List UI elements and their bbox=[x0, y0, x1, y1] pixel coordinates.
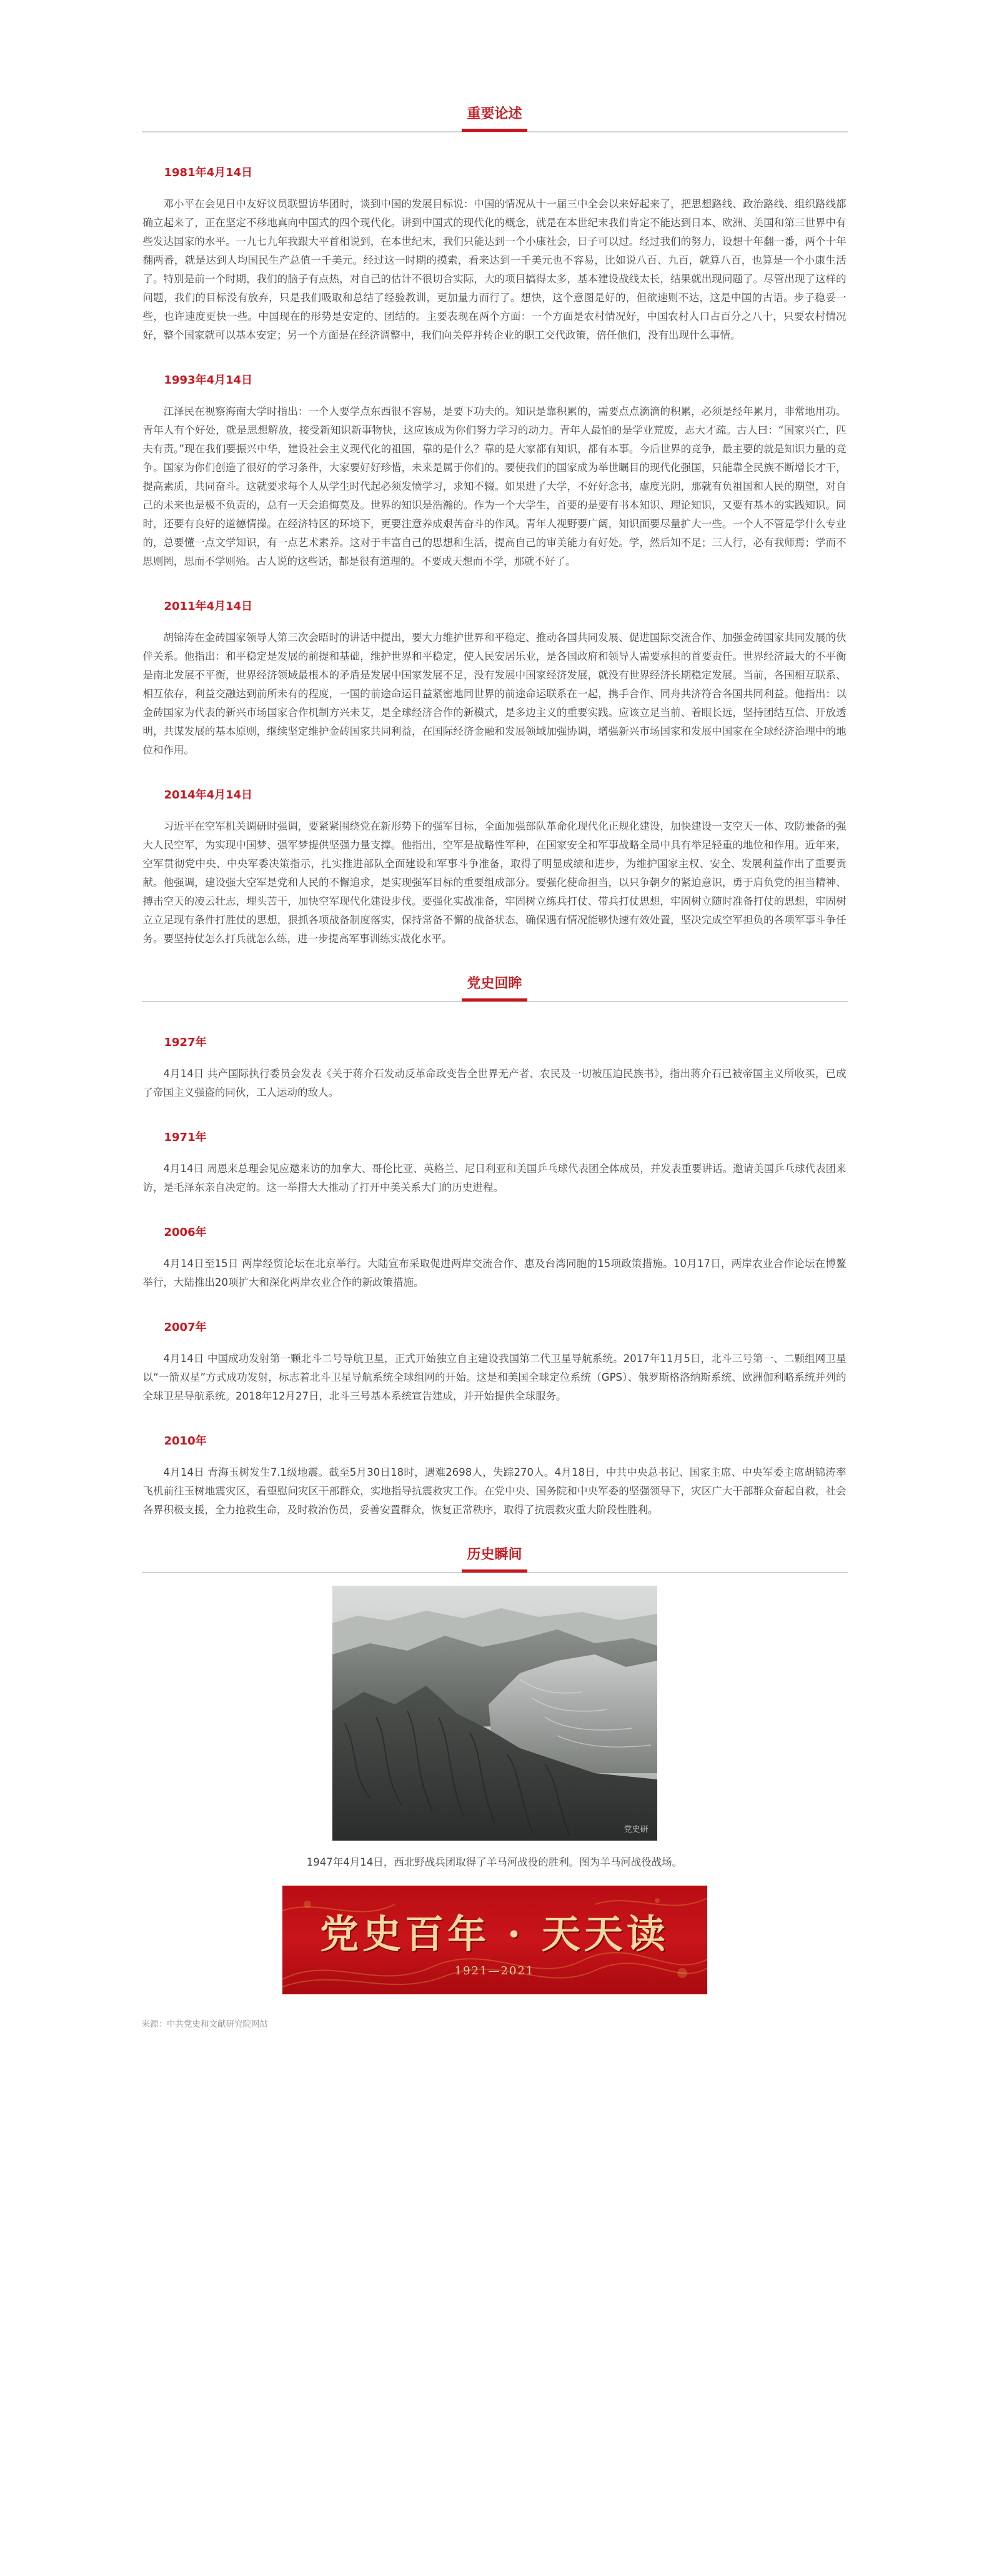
section-header-history bbox=[142, 975, 848, 1002]
entry bbox=[142, 164, 848, 345]
banner-title: 党史百年 · 天天读 bbox=[320, 1911, 669, 1957]
entry bbox=[142, 371, 848, 571]
entry-date: 2006年 bbox=[164, 1226, 207, 1239]
entry bbox=[142, 786, 848, 948]
banner-years: 1921—2021 bbox=[454, 1964, 535, 1977]
entry-date: 2010年 bbox=[164, 1435, 207, 1448]
entry bbox=[142, 1128, 848, 1197]
source-note: 来源：中共党史和文献研究院网站 bbox=[141, 2019, 268, 2029]
entry-date: 1927年 bbox=[164, 1036, 207, 1049]
photo-caption: 1947年4月14日，西北野战兵团取得了羊马河战役的胜利。图为羊马河战役战场。 bbox=[306, 1856, 683, 1868]
section-title: 重要论述 bbox=[462, 105, 527, 132]
entry-date: 1993年4月14日 bbox=[164, 374, 253, 387]
entry bbox=[142, 597, 848, 760]
entry-text: 4月14日至15日 两岸经贸论坛在北京举行。大陆宣布采取促进两岸交流合作、惠及台湾同胞的15项政策措施。10月17日，两岸农业合作论坛在博鳌举行，大陆推出20项扩大和深化两岸农业合作的新政策措施。 bbox=[142, 1258, 847, 1288]
entry-date: 2007年 bbox=[164, 1321, 207, 1334]
entry-text: 胡锦涛在金砖国家领导人第三次会晤时的讲话中提出，要大力维护世界和平稳定、推动各国共同发展、促进国际交流合作、加强金砖国家共同发展的伙伴关系。他指出：和平稳定是发展的前提和基础，维护世界和平稳定，使人民安居乐业，是各国政府和领导人需要承担的首要责任。世界经济最大的不平衡是南北发展不平衡，世界经济领域最根本的矛盾是发展中国家发展不足，没有发展中国家经济发展，就没有世界经济长期稳定发展。当前，各国相互联系、相互依存，利益交融达到前所未有的程度，一国的前途命运日益紧密地同世界的前途命运联系在一起，携手合作、同舟共济符合各国共同利益。他指出：以金砖国家为代表的新兴市场国家合作机制方兴未艾，是全球经济合作的新模式，是多边主义的重要实践。应该立足当前、着眼长远，坚持团结互信、开放透明，共谋发展的基本原则，继续坚定维护金砖国家共同利益，在国际经济金融和发展领域加强协调，增强新兴市场国家和发展中国家在全球经济治理中的地位和作用。 bbox=[142, 632, 847, 756]
entry-text: 4月14日 周恩来总理会见应邀来访的加拿大、哥伦比亚、英格兰、尼日利亚和美国乒乓球代表团全体成员，并发表重要讲话。邀请美国乒乓球代表团来访，是毛泽东亲自决定的。这一举措大大推动了打开中美关系大门的历史进程。 bbox=[142, 1163, 847, 1193]
promo-banner bbox=[282, 1886, 707, 1994]
entry-date: 1981年4月14日 bbox=[164, 166, 253, 179]
entry bbox=[142, 1318, 848, 1406]
section-header-moment bbox=[142, 1546, 848, 1573]
entry-text: 4月14日 共产国际执行委员会发表《关于蒋介石发动反革命政变告全世界无产者、农民及一切被压迫民族书》，指出蒋介石已被帝国主义所收买，已成了帝国主义强盗的同伙，工人运动的敌人。 bbox=[142, 1068, 847, 1098]
entry-text: 邓小平在会见日中友好议员联盟访华团时，谈到中国的发展目标说：中国的情况从十一届三中全会以来好起来了，把思想路线、政治路线、组织路线都确立起来了，正在坚定不移地真向中国式的四个现代化。讲到中国式的现代化的概念，就是在本世纪末我们肯定不能达到日本、欧洲、美国和第三世界中有些发达国家的水平。一九七九年我跟大平首相说到，在本世纪末，我们只能达到一个小康社会，日子可以过。经过我们的努力，设想十年翻一番，两个十年翻两番，就是达到人均国民生产总值一千美元。经过这一时期的摸索，看来达到一千美元也不容易，比如说八百、九百，就算八百，也算是一个小康生活了。特别是前一个时期，我们的脑子有点热，对自己的估计不很切合实际，大的项目搞得太多，基本建设战线太长，结果就出现问题了。尽管出现了这样的问题，我们的目标没有放弃，只是我们吸取和总结了经验教训，更加量力而行了。想快，这个意图是好的，但欲速则不达，这是中国的古语。步子稳妥一些，也许速度更快一些。中国现在的形势是安定的、团结的。主要表现在两个方面：一个方面是农村情况好，中国农村人口占百分之八十，只要农村情况好，整个国家就可以基本安定；另一个方面是在经济调整中，我们向关停并转企业的职工交代政策，倍任他们，没有出现什么事情。 bbox=[142, 198, 847, 341]
entry-text: 4月14日 中国成功发射第一颗北斗二号导航卫星，正式开始独立自主建设我国第二代卫星导航系统。2017年11月5日，北斗三号第一、二颗组网卫星以“一箭双星”方式成功发射，标志着北斗卫星导航系统全球组网的开始。这是和美国全球定位系统（GPS）、俄罗斯格洛纳斯系统、欧洲伽利略系统并列的全球卫星导航系统。2018年12月27日，北斗三号基本系统宣告建成，并开始提供全球服务。 bbox=[142, 1353, 847, 1402]
entry-date: 2011年4月14日 bbox=[164, 600, 253, 613]
section-title: 历史瞬间 bbox=[462, 1546, 527, 1573]
battlefield-landscape-image bbox=[332, 1586, 657, 1841]
historical-photo bbox=[332, 1586, 657, 1841]
entry-text: 4月14日 青海玉树发生7.1级地震。截至5月30日18时，遇难2698人，失踪270人。4月18日，中共中央总书记、国家主席、中央军委主席胡锦涛率飞机前往玉树地震灾区，看望慰问灾区干部群众，实地指导抗震救灾工作。在党中央、国务院和中央军委的坚强领导下，灾区广大干部群众奋起自救，社会各界积极支援，全力抢救生命，及时救治伤员，妥善安置群众，恢复正常秩序，取得了抗震救灾重大阶段性胜利。 bbox=[142, 1466, 847, 1516]
entry bbox=[142, 1432, 848, 1519]
entry bbox=[142, 1033, 848, 1102]
entry-text: 习近平在空军机关调研时强调，要紧紧围绕党在新形势下的强军目标，全面加强部队革命化现代化正规化建设，加快建设一支空天一体、攻防兼备的强大人民空军，为实现中国梦、强军梦提供坚强力量支撑。他指出，空军是战略性军种，在国家安全和军事战略全局中具有举足轻重的地位和作用。近年来，空军贯彻党中央、中央军委决策指示，扎实推进部队全面建设和军事斗争准备，取得了明显成绩和进步，为维护国家主权、安全、发展利益作出了重要贡献。他强调，建设强大空军是党和人民的不懈追求，是实现强军目标的重要组成部分。要强化使命担当，以只争朝夕的紧迫意识，勇于肩负党的担当精神、搏击空天的凌云壮志，埋头苦干，加快空军现代化建设步伐。要强化实战准备，牢固树立练兵打仗、带兵打仗思想，牢固树立随时准备打仗的思想，牢固树立立足现有条件打胜仗的思想，狠抓各项战备制度落实，保持常备不懈的战备状态，确保遇有情况能够快速有效处置，坚决完成空军担负的各项军事斗争任务。要坚持仗怎么打兵就怎么练，进一步提高军事训练实战化水平。 bbox=[142, 820, 847, 945]
section-title: 党史回眸 bbox=[462, 975, 527, 1002]
entry-date: 2014年4月14日 bbox=[164, 788, 253, 802]
watermark: 党史研 bbox=[624, 1825, 649, 1834]
article bbox=[142, 0, 848, 2029]
entry bbox=[142, 1223, 848, 1292]
entry-text: 江泽民在视察海南大学时指出：一个人要学点东西很不容易，是要下功夫的。知识是靠积累的，需要点点滴滴的积累，必须是经年累月，非常地用功。青年人有个好处，就是思想解放，接受新知识新事物快，这应该成为你们努力学习的动力。青年人最怕的是学业荒废，志大才疏。古人曰：“国家兴亡，匹夫有责。”现在我们要振兴中华，建设社会主义现代化的祖国，靠的是什么？靠的是大家都有知识，都有本事。今后世界的竞争，最主要的就是知识力量的竞争。国家为你们创造了很好的学习条件，大家要好好珍惜，未来是属于你们的。要使我们的国家成为举世瞩目的现代化强国，只能靠全民族不断增长才干，提高素质，共同奋斗。这就要求每个人从学生时代起必须发愤学习，求知不辍。如果进了大学，不好好念书，虚度光阴，那就有负祖国和人民的期望，对自己的未来也是极不负责的，总有一天会追悔莫及。世界的知识是浩瀚的。作为一个大学生，首要的是要有书本知识、理论知识，又要有基本的实践知识。同时，还要有良好的道德情操。在经济特区的环境下，更要注意养成艰苦奋斗的作风。青年人视野要广阔，知识面要尽量扩大一些。一个人不管是学什么专业的，总要懂一点文学知识，有一点艺术素养。这对于丰富自己的思想和生活，提高自己的审美能力有好处。学，然后知不足；三人行，必有我师焉；学而不思则罔，思而不学则殆。古人说的这些话，都是很有道理的。不要成天想而不学，那就不好了。 bbox=[142, 405, 847, 567]
entry-date: 1971年 bbox=[164, 1131, 207, 1144]
section-header-important bbox=[142, 105, 848, 132]
